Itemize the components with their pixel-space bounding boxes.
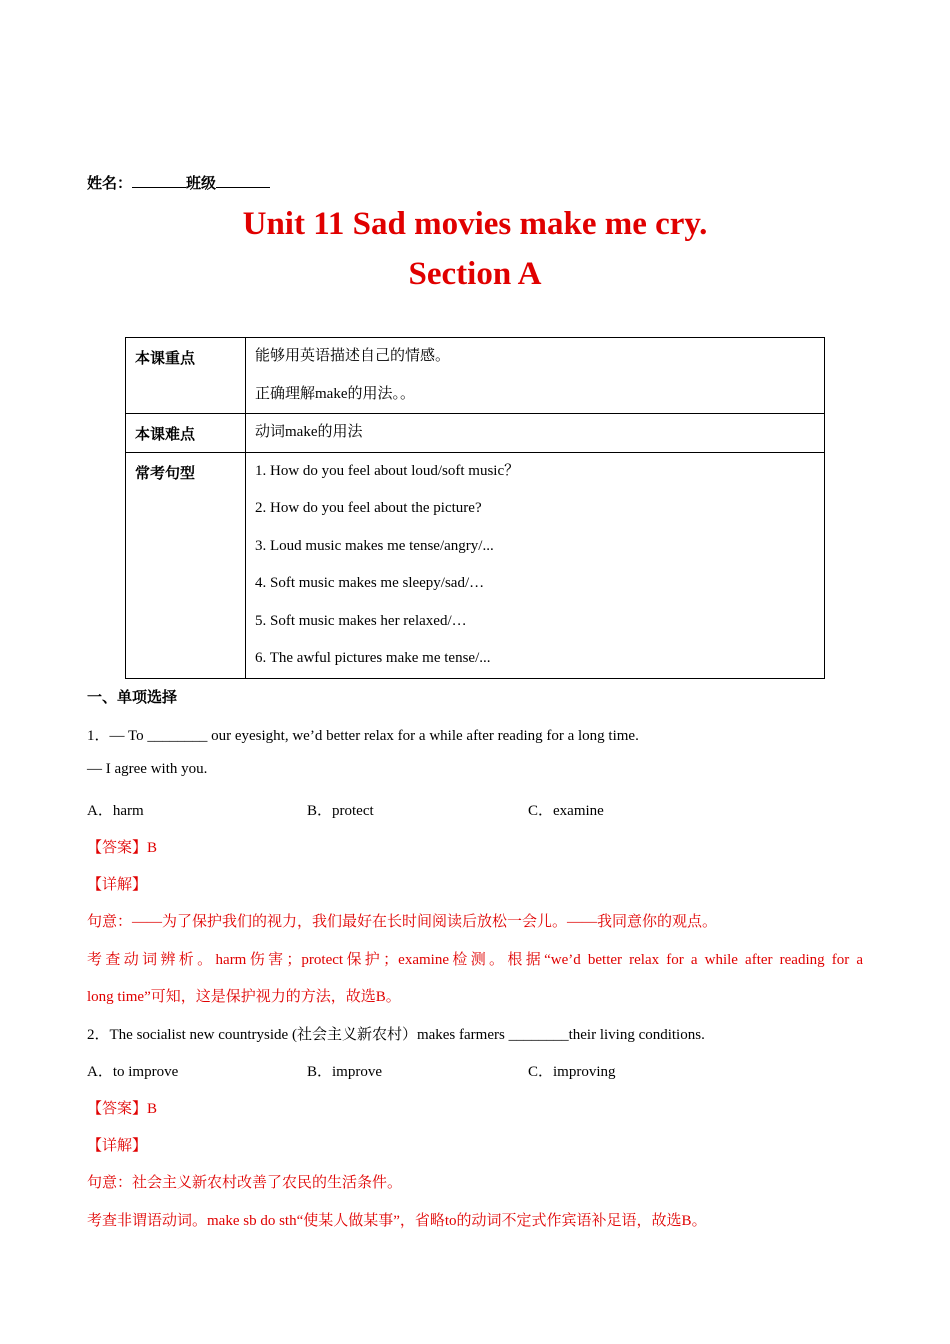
lesson-info-table: [125, 337, 825, 679]
table-row: [126, 452, 825, 678]
question-1-stem: 1．— To ________ our eyesight, we’d better relax for a while after reading for a long time.: [87, 728, 639, 744]
row-label: 本课重点: [126, 338, 246, 414]
answer: 【答案】B: [87, 840, 158, 856]
section-heading: 一、单项选择: [87, 690, 178, 706]
class-label: 班级: [186, 176, 217, 192]
table-row: [126, 414, 825, 453]
analysis-continued: long time”可知，这是保护视力的方法，故选B。: [87, 989, 401, 1005]
answer: 【答案】B: [87, 1101, 158, 1117]
row-label: 常考句型: [126, 452, 246, 678]
option-b: B．protect: [307, 803, 374, 819]
option-a: A．to improve: [87, 1064, 179, 1080]
unit-title: Unit 11 Sad movies make me cry.: [242, 206, 708, 242]
detail-label: 【详解】: [87, 877, 148, 893]
option-c: C．improving: [528, 1064, 616, 1080]
name-class-line: [87, 172, 270, 193]
content-line: 2. How do you feel about the picture?: [255, 500, 482, 516]
content-line: 6. The awful pictures make me tense/...: [255, 650, 491, 666]
row-label: 本课难点: [126, 414, 246, 453]
content-line: 动词make的用法: [255, 424, 363, 440]
table-row: [126, 338, 825, 414]
content-line: 能够用英语描述自己的情感。: [255, 348, 451, 364]
name-label: 姓名：: [87, 176, 133, 192]
row-content: [246, 452, 825, 678]
question-1-response: — I agree with you.: [87, 761, 208, 777]
content-line: 1. How do you feel about loud/soft music？: [255, 462, 520, 479]
sentence-meaning: 句意：社会主义新农村改善了农民的生活条件。: [87, 1175, 403, 1191]
sentence-meaning: 句意：——为了保护我们的视力，我们最好在长时间阅读后放松一会儿。——我同意你的观点。: [87, 914, 718, 930]
content-line: 4. Soft music makes me sleepy/sad/…: [255, 575, 485, 591]
option-a: A．harm: [87, 803, 144, 819]
content-line: 5. Soft music makes her relaxed/…: [255, 612, 467, 629]
content-line: 3. Loud music makes me tense/angry/...: [255, 537, 494, 554]
analysis: 考查非谓语动词。make sb do sth“使某人做某事”，省略to的动词不定式作宾语补足语，故选B。: [87, 1213, 707, 1229]
row-content: [246, 414, 825, 453]
analysis: 考查动词辨析。harm伤害；protect保护；examine检测。根据“we’d better relax for a while after reading for a: [87, 952, 863, 968]
section-title: Section A: [408, 256, 542, 292]
detail-label: 【详解】: [87, 1138, 148, 1154]
row-content: [246, 338, 825, 414]
option-c: C．examine: [528, 803, 604, 819]
option-b: B．improve: [307, 1064, 382, 1080]
question-2-stem: 2．The socialist new countryside (社会主义新农村）makes farmers ________their living conditions.: [87, 1027, 705, 1043]
class-blank[interactable]: [216, 173, 270, 188]
name-blank[interactable]: [132, 173, 186, 188]
content-line: 正确理解make的用法。。: [255, 385, 415, 402]
